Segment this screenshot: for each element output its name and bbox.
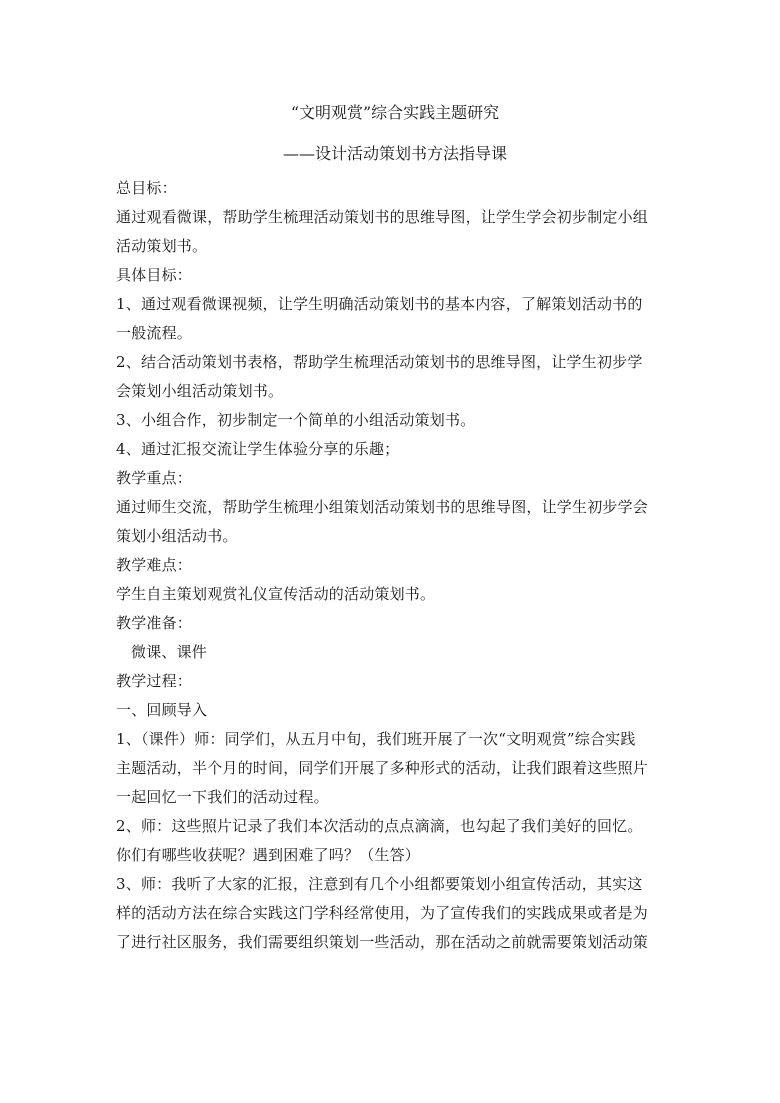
prep-text: 微课、课件 — [131, 643, 208, 661]
specific-goals-heading: 具体目标： — [116, 266, 193, 284]
difficulty-heading: 教学难点： — [116, 556, 193, 574]
specific-goal-2-line-2: 会策划小组活动策划书。 — [116, 382, 284, 400]
overall-goal-text-line-1: 通过观看微课，帮助学生梳理活动策划书的思维导图，让学生学会初步制定小组 — [116, 208, 649, 226]
specific-goal-2-line-1: 2、结合活动策划书表格，帮助学生梳理活动策划书的思维导图，让学生初步学 — [116, 353, 643, 371]
prep-heading: 教学准备： — [116, 614, 193, 632]
process-item-2-line-1: 2、师：这些照片记录了我们本次活动的点点滴滴，也勾起了我们美好的回忆。 — [116, 817, 643, 835]
key-point-text-line-2: 策划小组活动书。 — [116, 527, 238, 545]
difficulty-text: 学生自主策划观赏礼仪宣传活动的活动策划书。 — [116, 585, 436, 603]
process-item-1-line-1: 1、（课件）师：同学们，从五月中旬，我们班开展了一次“文明观赏”综合实践 — [116, 730, 636, 748]
document-subtitle: ——设计活动策划书方法指导课 — [282, 144, 507, 163]
process-item-3-line-2: 样的活动方法在综合实践这门学科经常使用，为了宣传我们的实践成果或者是为 — [116, 904, 649, 922]
process-item-1-line-2: 主题活动，半个月的时间，同学们开展了多种形式的活动，让我们跟着这些照片 — [116, 759, 649, 777]
overall-goal-heading: 总目标： — [116, 179, 177, 197]
specific-goal-4: 4、通过汇报交流让学生体验分享的乐趣； — [116, 440, 400, 458]
key-point-text-line-1: 通过师生交流，帮助学生梳理小组策划活动策划书的思维导图，让学生初步学会 — [116, 498, 649, 516]
process-section-1: 一、回顾导入 — [116, 701, 208, 719]
overall-goal-text-line-2: 活动策划书。 — [116, 237, 208, 255]
process-item-3-line-3: 了进行社区服务，我们需要组织策划一些活动，那在活动之前就需要策划活动策 — [116, 933, 649, 951]
document-title: “文明观赏”综合实践主题研究 — [290, 103, 500, 122]
specific-goal-1-line-1: 1、通过观看微课视频，让学生明确活动策划书的基本内容，了解策划活动书的 — [116, 295, 643, 313]
process-item-1-line-3: 一起回忆一下我们的活动过程。 — [116, 788, 329, 806]
specific-goal-3: 3、小组合作，初步制定一个简单的小组活动策划书。 — [116, 411, 476, 429]
process-heading: 教学过程： — [116, 672, 193, 690]
document-page — [116, 98, 666, 957]
process-item-2-line-2: 你们有哪些收获呢？遇到困难了吗？（生答） — [116, 846, 421, 864]
specific-goal-1-line-2: 一般流程。 — [116, 324, 193, 342]
key-point-heading: 教学重点： — [116, 469, 193, 487]
process-item-3-line-1: 3、师：我听了大家的汇报，注意到有几个小组都要策划小组宣传活动，其实这 — [116, 875, 643, 893]
